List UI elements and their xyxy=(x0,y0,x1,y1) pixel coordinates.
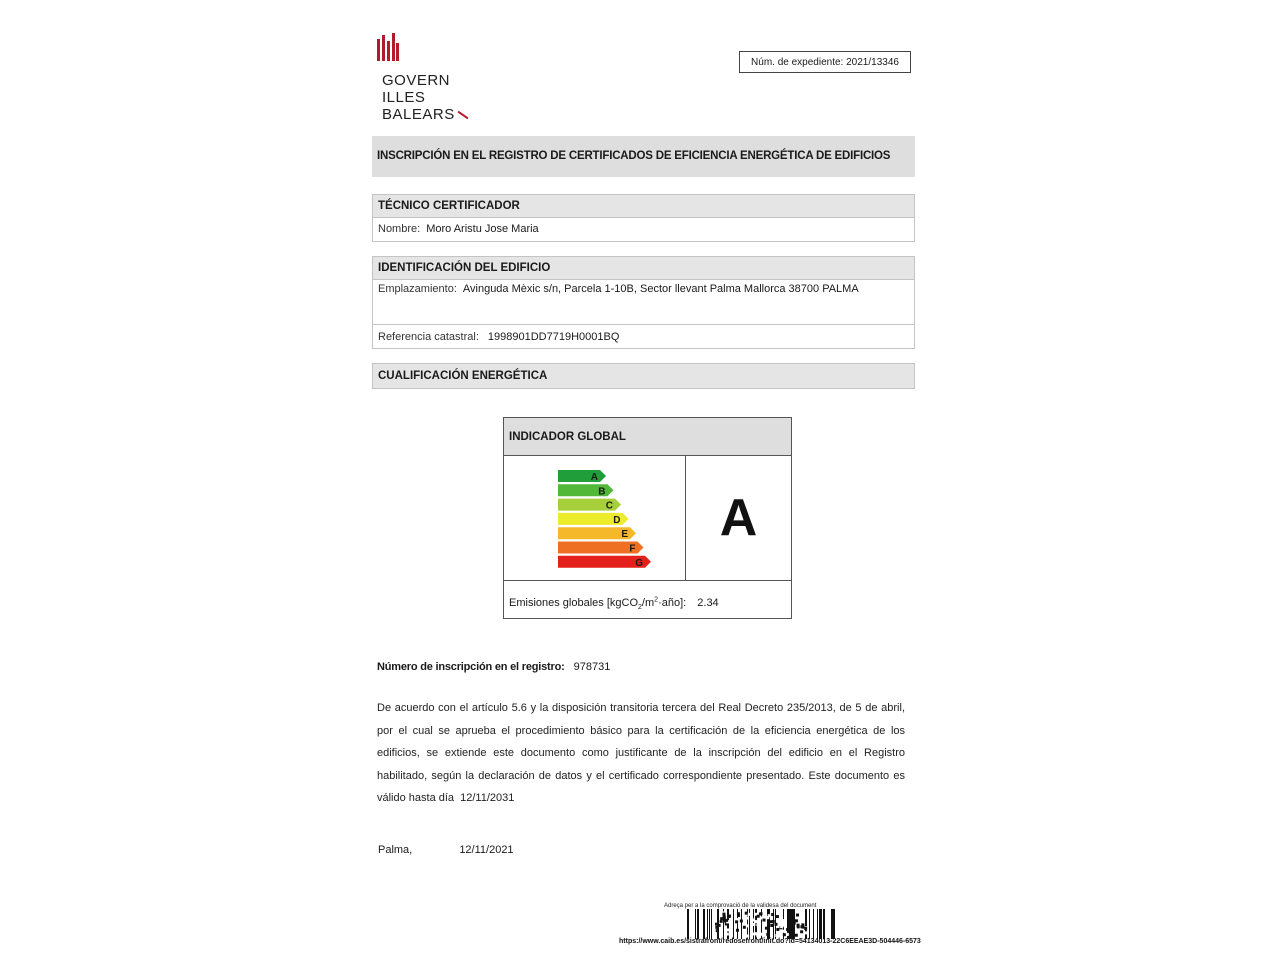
indicador-title: INDICADOR GLOBAL xyxy=(504,418,791,456)
registro-value: 978731 xyxy=(573,661,611,673)
scale-label-e: E xyxy=(621,529,628,541)
energy-scale-cell xyxy=(504,456,686,580)
logo-line-3: BALEARS xyxy=(382,106,455,123)
emisiones-sub: 2 xyxy=(638,603,642,611)
verification-barcode-icon xyxy=(687,909,837,939)
legal-paragraph xyxy=(377,697,905,810)
emplazamiento-label: Emplazamiento: xyxy=(378,283,457,295)
scale-label-d: D xyxy=(613,514,621,526)
referencia-value: 1998901DD7719H0001BQ xyxy=(487,331,620,343)
scale-label-g: G xyxy=(635,557,643,569)
registro-label: Número de inscripción en el registro: xyxy=(377,661,565,673)
place-date-line xyxy=(378,844,514,856)
referencia-label: Referencia catastral: xyxy=(378,331,479,343)
emisiones-label-pre: Emisiones globales [kgCO xyxy=(509,596,639,609)
emplazamiento-row xyxy=(372,279,915,325)
logo-line-1: GOVERN xyxy=(382,72,451,89)
scale-label-a: A xyxy=(590,472,598,483)
calificacion-heading: CUALIFICACIÓN ENERGÉTICA xyxy=(372,363,915,389)
energy-scale-graphic xyxy=(504,456,684,578)
rating-cell xyxy=(686,456,791,580)
place-name: Palma, xyxy=(378,844,413,856)
emplazamiento-value: Avinguda Mèxic s/n, Parcela 1-10B, Sector llevant Palma Mallorca 38700 PALMA xyxy=(462,283,859,295)
govern-logo-icon xyxy=(377,33,399,61)
issue-date: 12/11/2021 xyxy=(459,844,514,856)
emisiones-row xyxy=(504,580,791,618)
nombre-value: Moro Aristu Jose Maria xyxy=(426,223,539,235)
tecnico-heading: TÉCNICO CERTIFICADOR xyxy=(372,194,915,218)
verification-url[interactable]: https://www.caib.es/sistrafront/redosefront/init.do?id=54134013-22C6EEAE3D-504446-6573 xyxy=(619,938,921,945)
emisiones-value: 2.34 xyxy=(697,596,719,609)
rating-letter: A xyxy=(719,489,758,547)
scale-label-c: C xyxy=(605,500,613,512)
emisiones-sup: 2 xyxy=(654,596,659,603)
nombre-label: Nombre: xyxy=(378,223,421,235)
scale-label-f: F xyxy=(629,543,636,555)
valid-until-date: 12/11/2031 xyxy=(460,792,515,804)
scale-label-b: B xyxy=(598,486,606,498)
indicador-global-box xyxy=(503,417,792,619)
legal-text: De acuerdo con el artículo 5.6 y la disposición transitoria tercera del Real Decreto 235/2013, de 5 de abril, por el cual se aprueba el procedimiento básico para la certificación de la eficiencia energética de los edificios, se extiende este documento como justificante de la inscripción del edificio en el Registro habilitado, según la declaración de datos y el certificado correspondiente presentado. Este documento es válido hasta día xyxy=(377,702,905,804)
expediente-value: 2021/13346 xyxy=(846,57,899,68)
emisiones-label xyxy=(509,597,686,609)
emisiones-label-mid: /m xyxy=(641,596,655,609)
expediente-label: Núm. de expediente: xyxy=(751,57,844,68)
logo-line-2: ILLES xyxy=(382,89,426,106)
emisiones-label-post: ·año]: xyxy=(658,596,687,609)
referencia-row xyxy=(372,325,915,349)
expediente-box xyxy=(739,51,911,73)
verification-caption: Adreça per a la comprovació de la validesa del document xyxy=(664,903,817,909)
registro-line xyxy=(377,661,610,673)
tecnico-nombre-row xyxy=(372,217,915,242)
logo-wordmark xyxy=(382,72,469,123)
edificio-heading: IDENTIFICACIÓN DEL EDIFICIO xyxy=(372,256,915,280)
scale-bar-a xyxy=(558,470,606,482)
logo-slash-icon xyxy=(457,111,468,120)
document-title: INSCRIPCIÓN EN EL REGISTRO DE CERTIFICADOS DE EFICIENCIA ENERGÉTICA DE EDIFICIOS xyxy=(372,136,915,177)
